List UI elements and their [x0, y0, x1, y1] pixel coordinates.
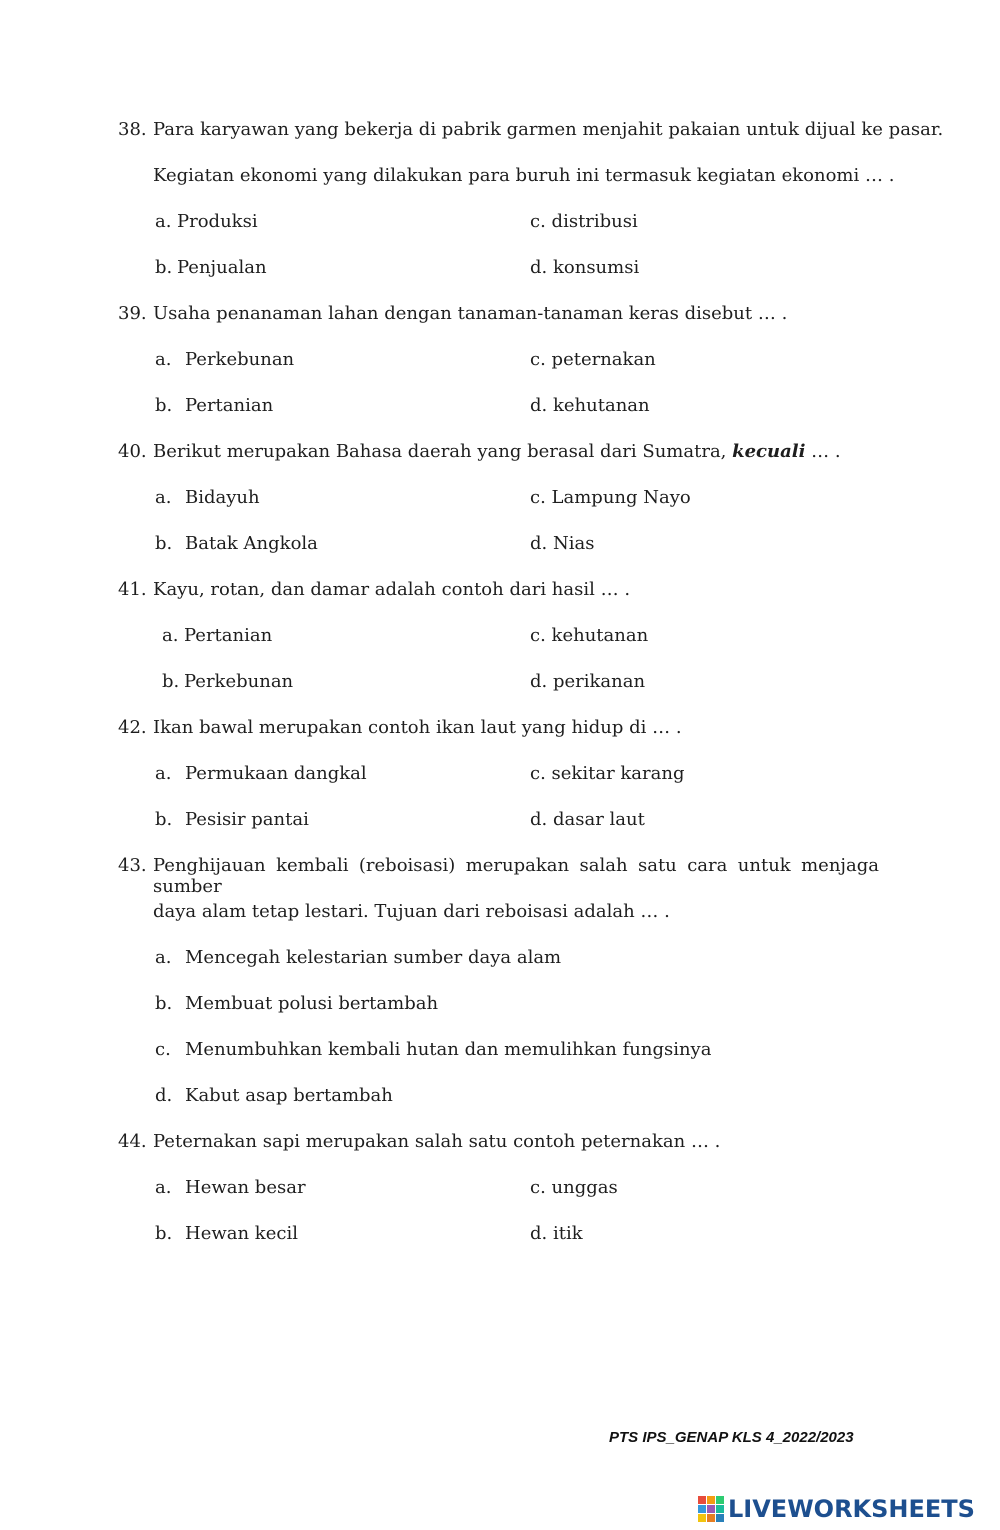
option-c[interactable]: c. unggas: [530, 1177, 618, 1198]
question-text: Ikan bawal merupakan contoh ikan laut yang hidup di … .: [153, 717, 682, 738]
option-b[interactable]: b. Pertanian: [155, 395, 274, 416]
option-c[interactable]: c. peternakan: [530, 349, 656, 370]
option-b[interactable]: b. Pesisir pantai: [155, 809, 309, 830]
question-number: 43.: [118, 855, 147, 876]
option-d[interactable]: d. dasar laut: [530, 809, 645, 830]
question-number: 44.: [118, 1131, 147, 1152]
question-text: Berikut merupakan Bahasa daerah yang berasal dari Sumatra, kecuali … .: [153, 441, 841, 462]
option-d[interactable]: d. Nias: [530, 533, 595, 554]
question-number: 42.: [118, 717, 147, 738]
question-text: Peternakan sapi merupakan salah satu contoh peternakan … .: [153, 1131, 721, 1152]
emphasis-word: kecuali: [732, 441, 806, 462]
question-text: daya alam tetap lestari. Tujuan dari reboisasi adalah … .: [153, 901, 670, 922]
option-b[interactable]: b. Batak Angkola: [155, 533, 318, 554]
option-a[interactable]: a. Mencegah kelestarian sumber daya alam: [155, 947, 562, 968]
option-c[interactable]: c. distribusi: [530, 211, 638, 232]
option-b[interactable]: b. Hewan kecil: [155, 1223, 298, 1244]
question-text: Kayu, rotan, dan damar adalah contoh dari hasil … .: [153, 579, 631, 600]
question-number: 38.: [118, 119, 147, 140]
option-a[interactable]: a. Perkebunan: [155, 349, 295, 370]
question-text: Kegiatan ekonomi yang dilakukan para buruh ini termasuk kegiatan ekonomi … .: [153, 165, 895, 186]
option-b[interactable]: b. Perkebunan: [162, 671, 294, 692]
liveworksheets-brand[interactable]: [698, 1493, 975, 1525]
option-d[interactable]: d. Kabut asap bertambah: [155, 1085, 393, 1106]
option-c[interactable]: c. sekitar karang: [530, 763, 685, 784]
option-b[interactable]: b. Penjualan: [155, 257, 267, 278]
logo-tile: [698, 1496, 706, 1504]
option-a[interactable]: a. Hewan besar: [155, 1177, 306, 1198]
logo-tile: [698, 1505, 706, 1513]
liveworksheets-logo-icon: [698, 1496, 724, 1522]
option-c[interactable]: c. Lampung Nayo: [530, 487, 691, 508]
logo-tile: [716, 1514, 724, 1522]
question-number: 40.: [118, 441, 147, 462]
logo-tile: [707, 1496, 715, 1504]
option-d[interactable]: d. konsumsi: [530, 257, 640, 278]
logo-tile: [707, 1514, 715, 1522]
logo-tile: [698, 1514, 706, 1522]
option-c[interactable]: c. kehutanan: [530, 625, 649, 646]
option-d[interactable]: d. itik: [530, 1223, 583, 1244]
option-c[interactable]: c. Menumbuhkan kembali hutan dan memulihkan fungsinya: [155, 1039, 712, 1060]
option-a[interactable]: a. Pertanian: [162, 625, 273, 646]
logo-tile: [716, 1496, 724, 1504]
question-number: 39.: [118, 303, 147, 324]
option-a[interactable]: a. Bidayuh: [155, 487, 260, 508]
logo-tile: [716, 1505, 724, 1513]
page-footer: PTS IPS_GENAP KLS 4_2022/2023: [609, 1429, 854, 1446]
question-text: Usaha penanaman lahan dengan tanaman-tanaman keras disebut … .: [153, 303, 788, 324]
option-a[interactable]: a. Produksi: [155, 211, 258, 232]
option-d[interactable]: d. perikanan: [530, 671, 646, 692]
question-number: 41.: [118, 579, 147, 600]
question-text: Para karyawan yang bekerja di pabrik garmen menjahit pakaian untuk dijual ke pasar.: [153, 119, 944, 140]
logo-tile: [707, 1505, 715, 1513]
question-text: Penghijauan kembali (reboisasi) merupakan salah satu cara untuk menjaga sumber: [153, 855, 879, 897]
option-a[interactable]: a. Permukaan dangkal: [155, 763, 367, 784]
brand-text: LIVEWORKSHEETS: [728, 1495, 975, 1523]
option-d[interactable]: d. kehutanan: [530, 395, 650, 416]
option-b[interactable]: b. Membuat polusi bertambah: [155, 993, 439, 1014]
